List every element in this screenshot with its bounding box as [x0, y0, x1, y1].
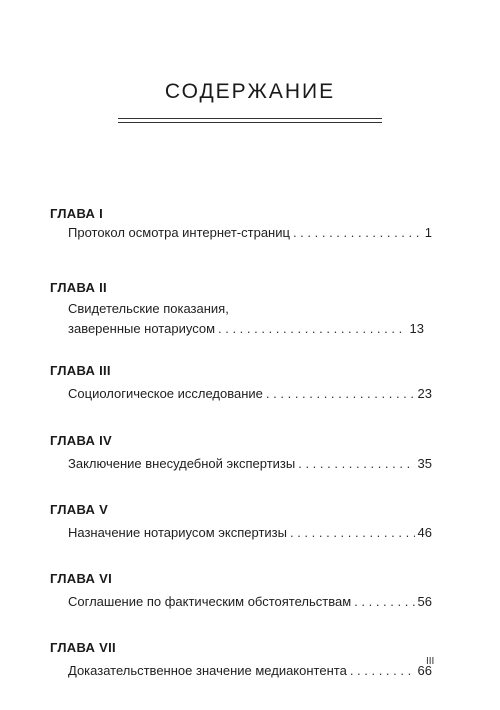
dot-leader [350, 661, 415, 681]
toc-chapter-5 [50, 501, 432, 543]
toc-chapter-2 [50, 279, 432, 339]
entry-title-line-2: заверенные нотариусом [68, 321, 216, 336]
chapter-heading: ГЛАВА I [50, 206, 104, 221]
entry-title: Социологическое исследование [68, 386, 263, 401]
page-number: 35 [417, 456, 432, 471]
entry-title: Доказательственное значение медиаконтента [68, 663, 347, 678]
toc-chapter-7 [50, 639, 435, 681]
page-title: СОДЕРЖАНИЕ [164, 80, 336, 103]
chapter-heading: ГЛАВА III [50, 363, 111, 378]
toc-entry[interactable] [68, 223, 432, 243]
toc-entry[interactable] [68, 523, 432, 543]
title-underline-divider [118, 118, 382, 123]
entry-title: Заключение внесудебной экспертизы [68, 456, 296, 471]
chapter-heading: ГЛАВА VII [50, 640, 116, 655]
page-number: 1 [424, 225, 432, 240]
dot-leader [298, 454, 414, 474]
folio-page-number: III [426, 656, 435, 667]
toc-entry[interactable] [68, 592, 432, 612]
entry-title: Протокол осмотра интернет-страниц [68, 225, 290, 240]
page-number: 66 [417, 663, 432, 678]
chapter-heading: ГЛАВА II [50, 280, 107, 295]
toc-entry[interactable] [68, 454, 432, 474]
chapter-heading: ГЛАВА IV [50, 433, 112, 448]
entry-title-line-1: Свидетельские показания, [68, 301, 229, 316]
entry-title: Соглашение по фактическим обстоятельствам [68, 594, 352, 609]
dot-leader [266, 384, 415, 404]
dot-leader [354, 592, 414, 612]
toc-entry[interactable] [68, 299, 432, 339]
page-number: 56 [417, 594, 432, 609]
toc-chapter-4 [50, 432, 432, 474]
chapter-heading: ГЛАВА VI [50, 571, 112, 586]
page-number: 46 [417, 525, 432, 540]
page-number: 13 [409, 321, 424, 336]
toc-entry[interactable] [68, 384, 432, 404]
entry-title: Назначение нотариусом экспертизы [68, 525, 287, 540]
toc-chapter-3 [50, 362, 432, 404]
dot-leader [290, 523, 415, 543]
toc-entry[interactable] [68, 661, 432, 681]
chapter-heading: ГЛАВА V [50, 502, 109, 517]
toc-chapter-1 [50, 205, 432, 243]
toc-chapter-6 [50, 570, 432, 612]
dot-leader [218, 319, 407, 339]
dot-leader [293, 223, 422, 243]
table-of-contents [50, 205, 435, 681]
page-number: 23 [417, 386, 432, 401]
